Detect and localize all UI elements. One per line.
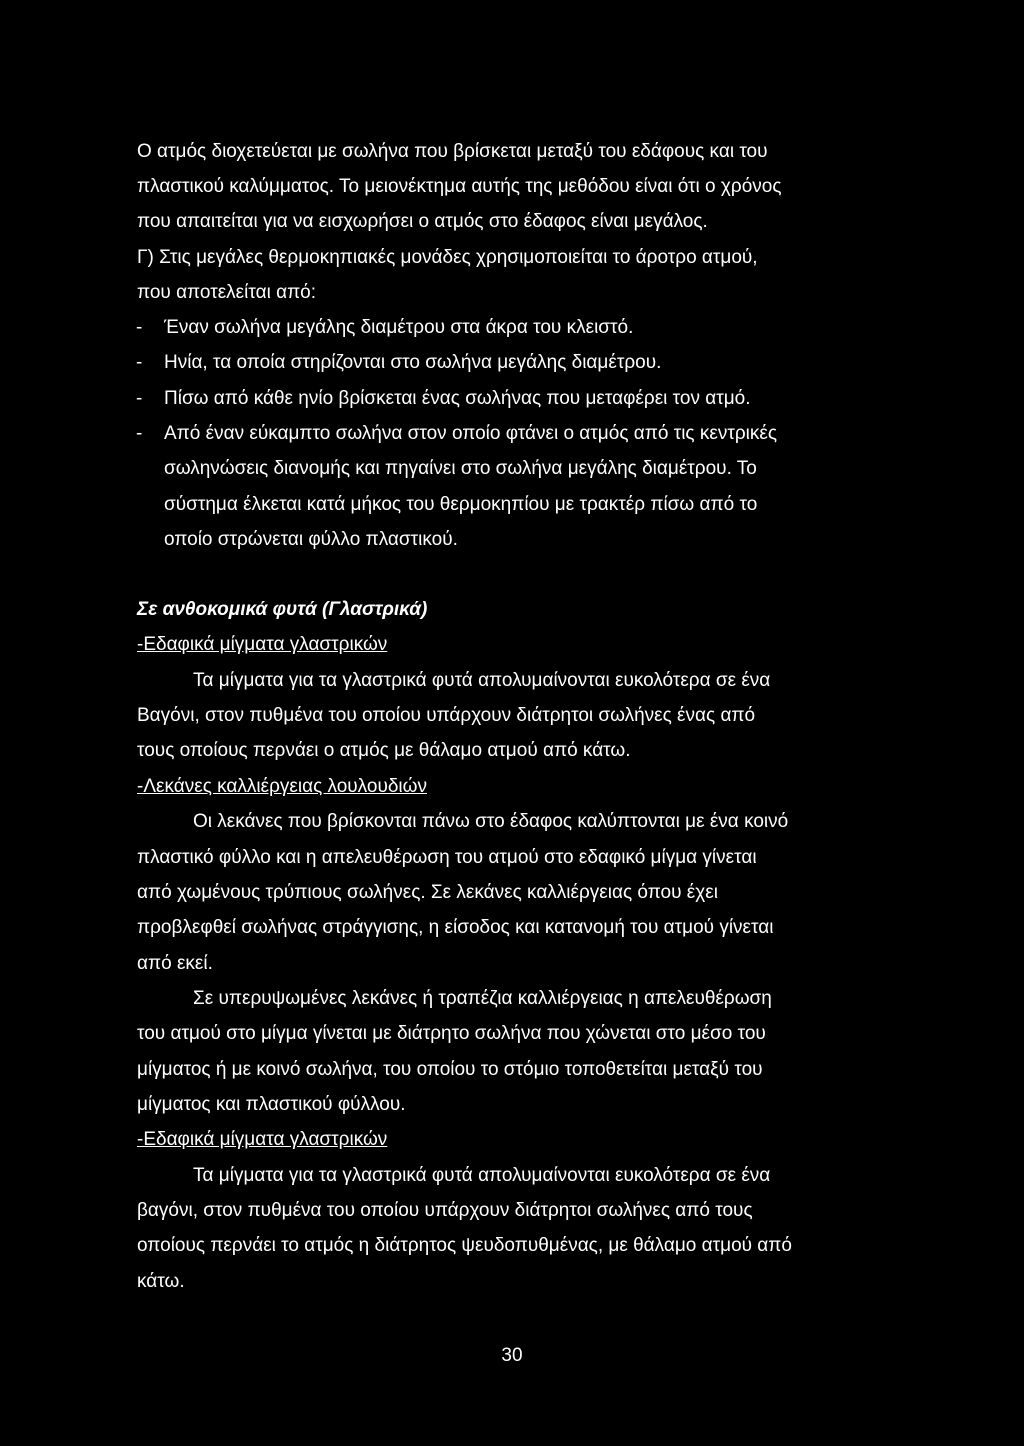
list-dash: -: [136, 352, 143, 373]
list-dash: -: [136, 388, 143, 409]
list-item-continuation: οποίο στρώνεται φύλλο πλαστικού.: [164, 529, 458, 550]
list-item: Από έναν εύκαμπτο σωλήνα στον οποίο φτάνει ο ατμός από τις κεντρικές: [164, 423, 777, 444]
body-text-line: Οι λεκάνες που βρίσκονται πάνω στο έδαφος καλύπτονται με ένα κοινό: [193, 811, 789, 832]
subsection-title: -Εδαφικά μίγματα γλαστρικών: [137, 634, 388, 655]
body-text-line: Ο ατμός διοχετεύεται με σωλήνα που βρίσκεται μεταξύ του εδάφους και του: [137, 141, 768, 162]
body-text-line: του ατμού στο μίγμα γίνεται με διάτρητο σωλήνα που χώνεται στο μέσο του: [137, 1023, 766, 1044]
body-text-line: προβλεφθεί σωλήνας στράγγισης, η είσοδος και κατανομή του ατμού γίνεται: [137, 917, 774, 938]
subsection-title: -Λεκάνες καλλιέργειας λουλουδιών: [137, 776, 427, 797]
body-text-line: πλαστικού καλύμματος. Το μειονέκτημα αυτής της μεθόδου είναι ότι ο χρόνος: [137, 176, 782, 197]
list-item-continuation: σύστημα έλκεται κατά μήκος του θερμοκηπίου με τρακτέρ πίσω από το: [164, 494, 758, 515]
body-text-line: Σε υπερυψωμένες λεκάνες ή τραπέζια καλλιέργειας η απελευθέρωση: [193, 988, 772, 1009]
list-dash: -: [136, 423, 143, 444]
body-text-line: που αποτελείται από:: [137, 282, 317, 303]
body-text-line: Τα μίγματα για τα γλαστρικά φυτά απολυμαίνονται ευκολότερα σε ένα: [193, 670, 771, 691]
list-item: Έναν σωλήνα μεγάλης διαμέτρου στα άκρα του κλειστό.: [164, 317, 634, 338]
body-text-line: βαγόνι, στον πυθμένα του οποίου υπάρχουν διάτρητοι σωλήνες από τους: [137, 1200, 753, 1221]
page-number: 30: [501, 1345, 523, 1366]
list-dash: -: [136, 317, 143, 338]
body-text-line: μίγματος και πλαστικού φύλλου.: [137, 1094, 406, 1115]
subsection-title: -Εδαφικά μίγματα γλαστρικών: [137, 1129, 388, 1150]
body-text-line: από χωμένους τρύπιους σωλήνες. Σε λεκάνες καλλιέργειας όπου έχει: [137, 882, 718, 903]
body-text-line: από εκεί.: [137, 953, 213, 974]
section-heading: Σε ανθοκομικά φυτά (Γλαστρικά): [137, 599, 428, 620]
list-item: Πίσω από κάθε ηνίο βρίσκεται ένας σωλήνας που μεταφέρει τον ατμό.: [164, 388, 751, 409]
list-item-continuation: σωληνώσεις διανομής και πηγαίνει στο σωλήνα μεγάλης διαμέτρου. Το: [164, 458, 757, 479]
body-text-line: Βαγόνι, στον πυθμένα του οποίου υπάρχουν διάτρητοι σωλήνες ένας από: [137, 705, 756, 726]
body-text-line: Γ) Στις μεγάλες θερμοκηπιακές μονάδες χρησιμοποιείται το άροτρο ατμού,: [137, 247, 758, 268]
body-text-line: κάτω.: [137, 1271, 185, 1292]
body-text-line: Τα μίγματα για τα γλαστρικά φυτά απολυμαίνονται ευκολότερα σε ένα: [193, 1165, 771, 1186]
body-text-line: που απαιτείται για να εισχωρήσει ο ατμός στο έδαφος είναι μεγάλος.: [137, 211, 708, 232]
list-item: Ηνία, τα οποία στηρίζονται στο σωλήνα μεγάλης διαμέτρου.: [164, 352, 662, 373]
body-text-line: μίγματος ή με κοινό σωλήνα, του οποίου το στόμιο τοποθετείται μεταξύ του: [137, 1059, 763, 1080]
body-text-line: οποίους περνάει το ατμός η διάτρητος ψευδοπυθμένας, με θάλαμο ατμού από: [137, 1235, 792, 1256]
body-text-line: τους οποίους περνάει ο ατμός με θάλαμο ατμού από κάτω.: [137, 740, 631, 761]
body-text-line: πλαστικό φύλλο και η απελευθέρωση του ατμού στο εδαφικό μίγμα γίνεται: [137, 847, 757, 868]
